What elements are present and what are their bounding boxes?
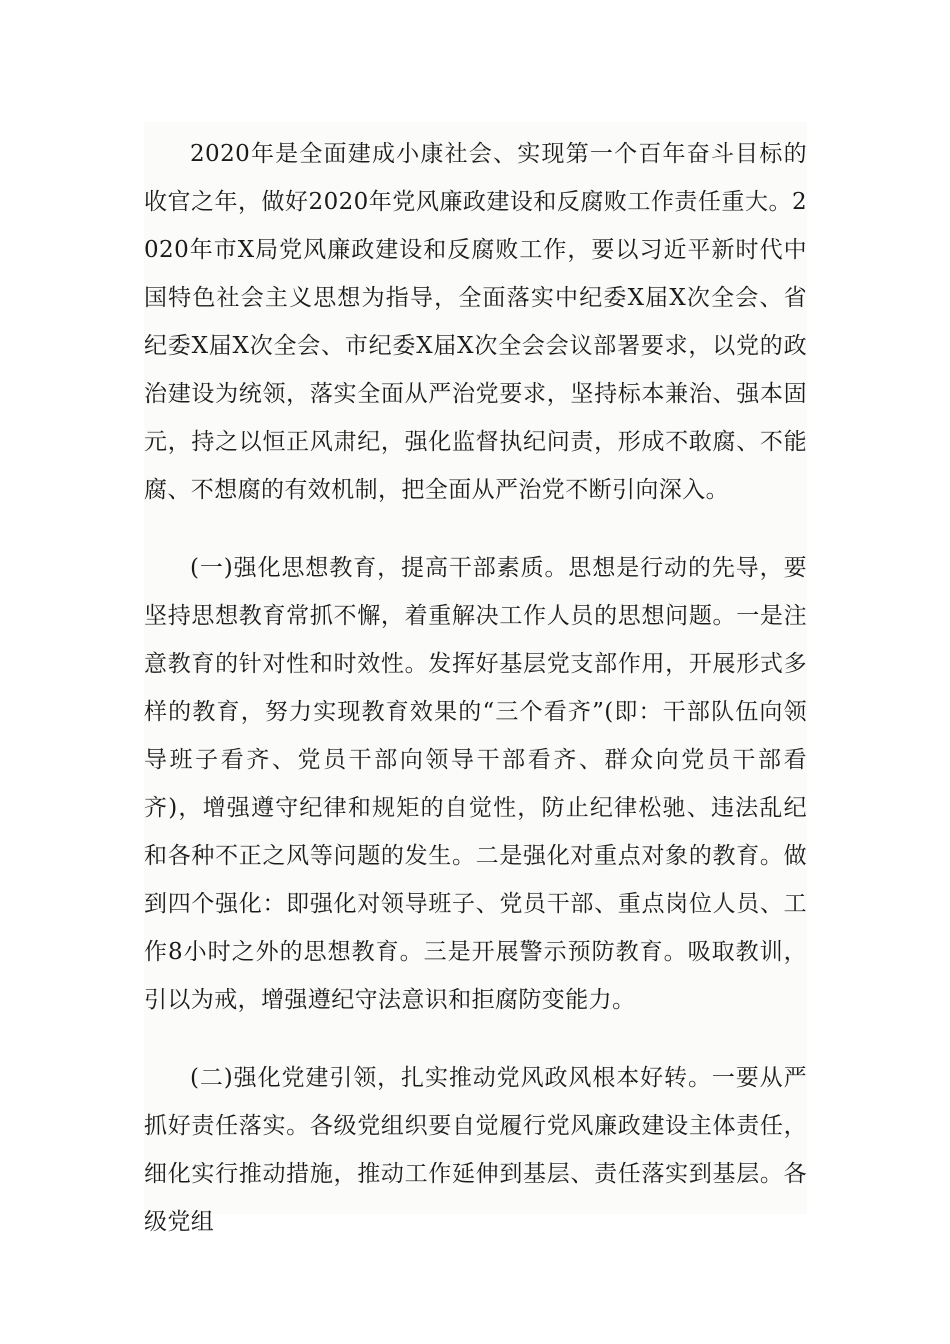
paragraph-section-1: (一)强化思想教育，提高干部素质。思想是行动的先导，要坚持思想教育常抓不懈，着重解决工作人员的思想问题。一是注意教育的针对性和时效性。发挥好基层党支部作用，开展形式多样的教育，努力实现教育效果的“三个看齐”(即：干部队伍向领导班子看齐、党员干部向领导干部看齐、群众向党员干部看齐)，增强遵守纪律和规矩的自觉性，防止纪律松驰、违法乱纪和各种不正之风等问题的发生。二是强化对重点对象的教育。做到四个强化：即强化对领导班子、党员干部、重点岗位人员、工作8小时之外的思想教育。三是开展警示预防教育。吸取教训，引以为戒，增强遵纪守法意识和拒腐防变能力。 — [144, 555, 807, 1013]
paragraph-intro: 2020年是全面建成小康社会、实现第一个百年奋斗目标的收官之年，做好2020年党风廉政建设和反腐败工作责任重大。2020年市X局党风廉政建设和反腐败工作，要以习近平新时代中国特色社会主义思想为指导，全面落实中纪委X届X次全会、省纪委X届X次全会、市纪委X届X次全会会议部署要求，以党的政治建设为统领，落实全面从严治党要求，坚持标本兼治、强本固元，持之以恒正风肃纪，强化监督执纪问责，形成不敢腐、不能腐、不想腐的有效机制，把全面从严治党不断引向深入。 — [144, 141, 807, 503]
document-body — [144, 122, 807, 1235]
paragraph-section-2: (二)强化党建引领，扎实推动党风政风根本好转。一要从严抓好责任落实。各级党组织要自觉履行党风廉政建设主体责任，细化实行推动措施，推动工作延伸到基层、责任落实到基层。各级党组 — [144, 1065, 807, 1235]
